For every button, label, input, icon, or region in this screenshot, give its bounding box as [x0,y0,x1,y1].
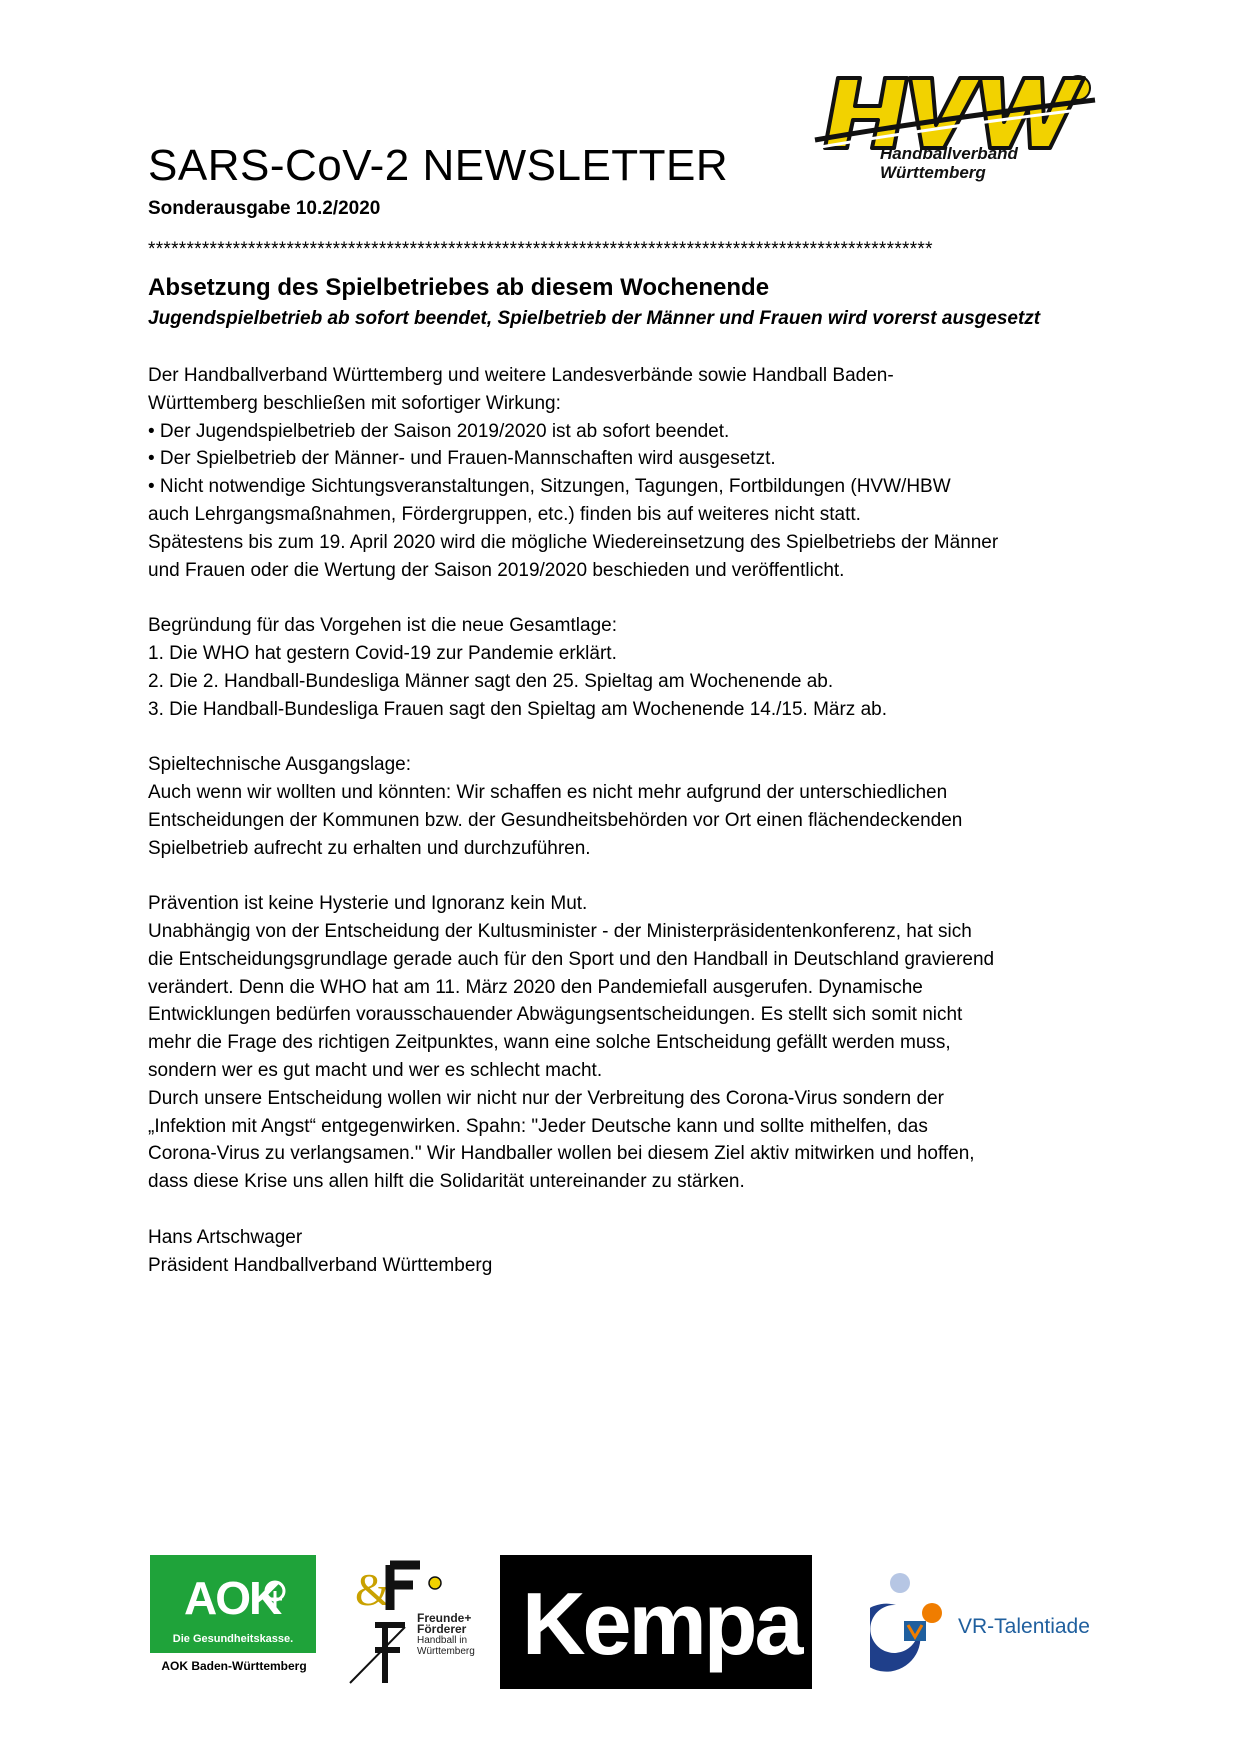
aok-region: AOK Baden-Württemberg [161,1659,307,1673]
body-line: Entwicklungen bedürfen vorausschauender Abwägungsentscheidungen. Es stellt sich somit nicht [148,1004,963,1026]
body-line: auch Lehrgangsmaßnahmen, Fördergruppen, etc.) finden bis auf weiteres nicht statt. [148,503,861,525]
ff-line1: Freunde+ [417,1611,472,1625]
body-line: Begründung für das Vorgehen ist die neue Gesamtlage: [148,615,617,637]
aok-tagline: Die Gesundheitskasse. [172,1633,294,1645]
article-subheadline: Jugendspielbetrieb ab sofort beendet, Spielbetrieb der Männer und Frauen wird vorerst ausgesetzt [148,308,1041,329]
body-line: dass diese Krise uns allen hilft die Solidarität untereinander zu stärken. [148,1171,745,1193]
ff-line2: Förderer [417,1622,467,1636]
body-line: Prävention ist keine Hysterie und Ignoranz kein Mut. [148,893,588,915]
hvw-logo-line2: Württemberg [880,163,986,182]
freunde-foerderer-text [417,1613,475,1657]
body-line: Spätestens bis zum 19. April 2020 wird die mögliche Wiedereinsetzung des Spielbetriebs der Männer [148,531,999,553]
vr-talentiade-logo [870,1565,1110,1685]
ff-line3: Handball in [417,1635,468,1646]
svg-text:&: & [355,1564,391,1615]
body-line: sondern wer es gut macht und wer es schlecht macht. [148,1059,603,1081]
kempa-logo [500,1555,812,1689]
body-line: Der Handballverband Württemberg und weitere Landesverbände sowie Handball Baden- [148,365,894,386]
bullet-item: • Nicht notwendige Sichtungsveranstaltungen, Sitzungen, Tagungen, Fortbildungen (HVW/HBW [148,476,951,498]
body-line: Spielbetrieb aufrecht zu erhalten und durchzuführen. [148,837,591,859]
ff-line4: Württemberg [417,1646,475,1657]
body-line: Auch wenn wir wollten und könnten: Wir schaffen es nicht mehr aufgrund der unterschiedlichen [148,781,948,803]
sponsor-footer [0,1555,1240,1695]
body-line: Corona-Virus zu verlangsamen." Wir Handballer wollen bei diesem Ziel aktiv mitwirken und hoffen, [148,1143,975,1165]
article-headline: Absetzung des Spielbetriebes ab diesem Wochenende [148,274,770,301]
body-line: Durch unsere Entscheidung wollen wir nicht nur der Verbreitung des Corona-Virus sondern der [148,1087,944,1109]
list-item: 1. Die WHO hat gestern Covid-19 zur Pandemie erklärt. [148,642,617,664]
kempa-brand: Kempa [522,1574,801,1673]
aok-logo [150,1555,318,1687]
body-line: Unabhängig von der Entscheidung der Kultusminister - der Ministerpräsidentenkonferenz, hat sich [148,920,972,942]
body-line: und Frauen oder die Wertung der Saison 2019/2020 beschieden und veröffentlicht. [148,559,845,581]
signature-name: Hans Artschwager [148,1226,303,1248]
bullet-item: • Der Jugendspielbetrieb der Saison 2019/2020 ist ab sofort beendet. [148,420,730,442]
vr-talentiade-text: VR-Talentiade [958,1615,1090,1638]
body-line: „Infektion mit Angst“ entgegenwirken. Spahn: "Jeder Deutsche kann und sollte mithelfen, das [148,1115,928,1137]
vr-emblem-icon [870,1565,960,1685]
body-line: Württemberg beschließen mit sofortiger Wirkung: [148,392,561,414]
body-line: verändert. Denn die WHO hat am 11. März 2020 den Pandemiefall ausgerufen. Dynamische [148,976,923,998]
issue-label: Sonderausgabe 10.2/2020 [148,198,381,219]
newsletter-title: SARS-CoV-2 NEWSLETTER [148,141,729,190]
star-separator: ****************************************************************************************************** [148,240,933,260]
hvw-logo-text [880,144,1018,182]
aok-brand: AOK [184,1572,281,1624]
body-line: mehr die Frage des richtigen Zeitpunktes, wann eine solche Entscheidung gefällt werden muss, [148,1032,951,1054]
article-body [148,362,1088,1279]
hvw-logo-line1: Handballverband [880,144,1018,163]
body-line: die Entscheidungsgrundlage gerade auch für den Sport und den Handball in Deutschland gravierend [148,948,995,970]
list-item: 2. Die 2. Handball-Bundesliga Männer sagt den 25. Spieltag am Wochenende ab. [148,670,834,692]
body-line: Entscheidungen der Kommunen bzw. der Gesundheitsbehörden vor Ort einen flächendeckenden [148,809,963,831]
freunde-foerderer-logo [345,1555,475,1687]
bullet-item: • Der Spielbetrieb der Männer- und Frauen-Mannschaften wird ausgesetzt. [148,448,776,470]
signature-role: Präsident Handballverband Württemberg [148,1254,493,1276]
body-line: Spieltechnische Ausgangslage: [148,754,412,776]
list-item: 3. Die Handball-Bundesliga Frauen sagt den Spieltag am Wochenende 14./15. März ab. [148,698,887,720]
